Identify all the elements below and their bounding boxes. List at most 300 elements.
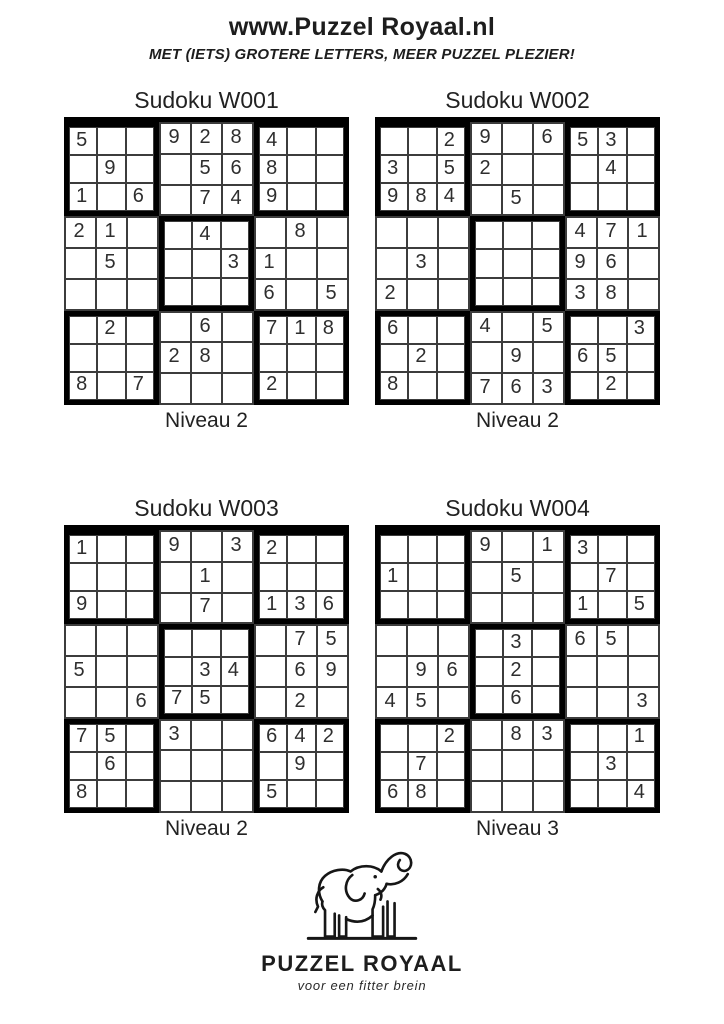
sudoku-cell	[597, 687, 628, 718]
puzzle-title: Sudoku W001	[134, 87, 279, 113]
sudoku-cell	[503, 221, 531, 249]
sudoku-cell	[316, 535, 344, 563]
sudoku-cell	[627, 372, 655, 400]
sudoku-cell	[191, 781, 222, 812]
sudoku-cell	[437, 316, 465, 344]
sudoku-cell: 2	[259, 535, 287, 563]
sudoku-cell: 2	[376, 279, 407, 310]
sudoku-cell	[570, 752, 598, 780]
sudoku-cell	[96, 656, 127, 687]
sudoku-cell: 2	[160, 342, 191, 373]
sudoku-cell: 6	[127, 687, 158, 718]
sudoku-cell: 2	[437, 127, 465, 155]
sudoku-cell: 3	[503, 629, 531, 657]
sudoku-cell: 2	[437, 724, 465, 752]
sudoku-cell	[287, 344, 315, 372]
sudoku-cell	[97, 344, 125, 372]
sudoku-cell	[191, 750, 222, 781]
sudoku-cell: 4	[437, 183, 465, 211]
sudoku-box	[375, 216, 470, 310]
sudoku-cell: 6	[126, 183, 154, 211]
sudoku-cell: 9	[566, 248, 597, 279]
sudoku-cell: 3	[160, 720, 191, 751]
sudoku-cell: 3	[407, 248, 438, 279]
sudoku-box	[64, 122, 159, 216]
sudoku-box	[565, 624, 660, 718]
sudoku-cell	[628, 656, 659, 687]
sudoku-cell: 7	[259, 316, 287, 344]
sudoku-cell	[437, 752, 465, 780]
sudoku-cell: 1	[259, 591, 287, 619]
sudoku-cell	[628, 625, 659, 656]
sudoku-cell: 5	[597, 625, 628, 656]
sudoku-cell	[126, 780, 154, 808]
sudoku-cell: 2	[65, 217, 96, 248]
sudoku-cell: 1	[628, 217, 659, 248]
sudoku-cell	[97, 372, 125, 400]
sudoku-cell	[317, 217, 348, 248]
sudoku-box	[470, 530, 565, 624]
sudoku-cell	[532, 278, 560, 306]
sudoku-cell: 1	[191, 562, 222, 593]
sudoku-cell	[471, 720, 502, 751]
sudoku-cell	[570, 724, 598, 752]
puzzle-title: Sudoku W003	[134, 495, 279, 521]
sudoku-cell: 5	[502, 562, 533, 593]
level-label: Niveau 2	[165, 817, 248, 840]
sudoku-cell: 3	[533, 373, 564, 404]
sudoku-cell	[221, 221, 249, 249]
sudoku-cell	[316, 752, 344, 780]
sudoku-cell	[408, 724, 436, 752]
sudoku-cell	[438, 625, 469, 656]
sudoku-cell	[222, 342, 253, 373]
sudoku-cell	[160, 373, 191, 404]
sudoku-cell	[502, 154, 533, 185]
sudoku-cell: 4	[471, 312, 502, 343]
sudoku-cell	[471, 185, 502, 216]
sudoku-cell	[532, 657, 560, 685]
sudoku-cell	[69, 752, 97, 780]
sudoku-box	[470, 624, 565, 718]
sudoku-cell	[380, 724, 408, 752]
sudoku-cell	[286, 279, 317, 310]
sudoku-cell: 2	[471, 154, 502, 185]
sudoku-cell: 1	[255, 248, 286, 279]
sudoku-cell	[222, 750, 253, 781]
sudoku-cell	[97, 535, 125, 563]
sudoku-cell	[160, 562, 191, 593]
sudoku-cell	[380, 344, 408, 372]
sudoku-cell: 4	[192, 221, 220, 249]
sudoku-cell	[126, 752, 154, 780]
sudoku-cell: 4	[598, 155, 626, 183]
sudoku-cell	[65, 248, 96, 279]
sudoku-cell	[627, 752, 655, 780]
sudoku-cell	[532, 249, 560, 277]
sudoku-cell	[407, 279, 438, 310]
sudoku-cell	[475, 629, 503, 657]
sudoku-cell	[69, 563, 97, 591]
sudoku-cell	[376, 625, 407, 656]
sudoku-cell	[628, 248, 659, 279]
sudoku-cell: 1	[380, 563, 408, 591]
puzzle-w002	[375, 87, 660, 433]
sudoku-cell	[65, 687, 96, 718]
sudoku-cell	[192, 249, 220, 277]
sudoku-cell	[259, 752, 287, 780]
sudoku-cell: 5	[407, 687, 438, 718]
sudoku-cell: 1	[96, 217, 127, 248]
sudoku-cell	[533, 593, 564, 624]
sudoku-cell: 1	[627, 724, 655, 752]
sudoku-cell: 3	[598, 752, 626, 780]
sudoku-cell	[532, 221, 560, 249]
sudoku-cell	[160, 154, 191, 185]
puzzle-title: Sudoku W002	[445, 87, 590, 113]
sudoku-cell: 5	[317, 625, 348, 656]
sudoku-cell	[160, 781, 191, 812]
sudoku-cell	[570, 563, 598, 591]
sudoku-cell: 3	[222, 531, 253, 562]
sudoku-cell: 5	[65, 656, 96, 687]
sudoku-cell	[255, 217, 286, 248]
sudoku-cell	[164, 657, 192, 685]
sudoku-cell	[533, 185, 564, 216]
sudoku-cell	[127, 217, 158, 248]
sudoku-cell	[222, 373, 253, 404]
sudoku-cell	[160, 593, 191, 624]
sudoku-cell	[380, 535, 408, 563]
sudoku-cell	[287, 127, 315, 155]
sudoku-cell	[566, 687, 597, 718]
sudoku-cell	[502, 312, 533, 343]
sudoku-cell	[502, 123, 533, 154]
sudoku-cell	[570, 780, 598, 808]
sudoku-cell	[286, 248, 317, 279]
sudoku-cell	[126, 316, 154, 344]
sudoku-cell: 1	[69, 535, 97, 563]
sudoku-cell: 6	[570, 344, 598, 372]
sudoku-cell	[628, 279, 659, 310]
sudoku-cell	[316, 344, 344, 372]
sudoku-cell	[69, 344, 97, 372]
sudoku-cell	[96, 687, 127, 718]
sudoku-cell	[407, 625, 438, 656]
elephant-icon	[296, 845, 428, 949]
sudoku-cell	[317, 248, 348, 279]
sudoku-cell	[126, 344, 154, 372]
sudoku-cell	[437, 535, 465, 563]
sudoku-box	[254, 530, 349, 624]
sudoku-cell	[160, 312, 191, 343]
sudoku-cell	[222, 312, 253, 343]
sudoku-cell: 8	[597, 279, 628, 310]
sudoku-cell	[96, 279, 127, 310]
sudoku-cell: 3	[287, 591, 315, 619]
logo-tagline: voor een fitter brein	[297, 978, 427, 993]
level-label: Niveau 2	[165, 409, 248, 432]
sudoku-cell: 7	[191, 593, 222, 624]
sudoku-box	[375, 624, 470, 718]
sudoku-cell: 9	[259, 183, 287, 211]
sudoku-cell	[627, 344, 655, 372]
sudoku-cell	[126, 535, 154, 563]
sudoku-cell: 3	[221, 249, 249, 277]
sudoku-cell	[533, 342, 564, 373]
sudoku-cell	[126, 563, 154, 591]
sudoku-box	[159, 216, 254, 310]
sudoku-cell	[287, 372, 315, 400]
sudoku-cell: 1	[533, 531, 564, 562]
sudoku-cell	[438, 217, 469, 248]
sudoku-box	[470, 719, 565, 813]
sudoku-cell	[316, 127, 344, 155]
sudoku-cell: 9	[317, 656, 348, 687]
sudoku-cell	[570, 155, 598, 183]
sudoku-cell: 7	[598, 563, 626, 591]
sudoku-cell	[96, 625, 127, 656]
sudoku-cell	[408, 563, 436, 591]
sudoku-cell	[471, 342, 502, 373]
sudoku-cell: 5	[69, 127, 97, 155]
sudoku-cell	[69, 155, 97, 183]
sudoku-cell	[259, 563, 287, 591]
sudoku-cell	[259, 344, 287, 372]
sudoku-box	[565, 311, 660, 405]
sudoku-cell	[598, 535, 626, 563]
puzzle-w003	[64, 495, 349, 841]
sudoku-cell	[502, 593, 533, 624]
sudoku-cell	[408, 372, 436, 400]
sudoku-cell: 2	[316, 724, 344, 752]
sudoku-cell: 5	[97, 724, 125, 752]
sudoku-cell: 2	[97, 316, 125, 344]
sudoku-cell: 3	[533, 720, 564, 751]
sudoku-cell	[376, 656, 407, 687]
sudoku-cell	[475, 278, 503, 306]
sudoku-cell	[65, 279, 96, 310]
sudoku-cell	[438, 248, 469, 279]
sudoku-cell: 5	[191, 154, 222, 185]
sudoku-cell	[471, 593, 502, 624]
sudoku-cell	[127, 279, 158, 310]
sudoku-cell: 7	[126, 372, 154, 400]
sudoku-cell	[437, 344, 465, 372]
sudoku-box	[565, 216, 660, 310]
sudoku-cell	[437, 372, 465, 400]
sudoku-cell	[192, 629, 220, 657]
sudoku-box	[375, 719, 470, 813]
sudoku-cell	[503, 249, 531, 277]
sudoku-cell	[287, 780, 315, 808]
sudoku-cell	[437, 591, 465, 619]
sudoku-cell: 5	[533, 312, 564, 343]
sudoku-cell: 3	[598, 127, 626, 155]
sudoku-cell	[316, 183, 344, 211]
sudoku-cell	[376, 217, 407, 248]
sudoku-cell	[255, 656, 286, 687]
puzzle-w004	[375, 495, 660, 841]
sudoku-cell: 8	[408, 780, 436, 808]
sudoku-cell: 2	[408, 344, 436, 372]
sudoku-cell	[438, 687, 469, 718]
sudoku-cell: 1	[287, 316, 315, 344]
sudoku-cell	[407, 217, 438, 248]
site-title: www.Puzzel Royaal.nl	[228, 13, 496, 41]
sudoku-box	[64, 719, 159, 813]
sudoku-cell: 3	[627, 316, 655, 344]
sudoku-cell: 7	[408, 752, 436, 780]
sudoku-box	[64, 530, 159, 624]
sudoku-cell: 7	[286, 625, 317, 656]
sudoku-cell	[127, 248, 158, 279]
sudoku-cell: 9	[471, 123, 502, 154]
sudoku-cell: 7	[471, 373, 502, 404]
sudoku-box	[159, 122, 254, 216]
sudoku-cell: 9	[471, 531, 502, 562]
sudoku-cell: 6	[597, 248, 628, 279]
sudoku-cell: 5	[96, 248, 127, 279]
sudoku-cell: 3	[628, 687, 659, 718]
brand-logo	[0, 845, 724, 993]
sudoku-box	[159, 530, 254, 624]
sudoku-cell	[598, 316, 626, 344]
sudoku-cell	[317, 687, 348, 718]
sudoku-cell: 6	[380, 316, 408, 344]
sudoku-cell	[221, 278, 249, 306]
sudoku-cell: 4	[287, 724, 315, 752]
sudoku-cell: 7	[191, 185, 222, 216]
sudoku-cell	[316, 780, 344, 808]
sudoku-cell	[408, 155, 436, 183]
sudoku-cell: 6	[503, 686, 531, 714]
sudoku-cell: 6	[286, 656, 317, 687]
sudoku-cell: 9	[97, 155, 125, 183]
sudoku-cell	[533, 781, 564, 812]
sudoku-cell: 8	[69, 372, 97, 400]
sudoku-cell	[97, 127, 125, 155]
sudoku-cell	[126, 724, 154, 752]
sudoku-cell	[222, 593, 253, 624]
sudoku-cell: 5	[317, 279, 348, 310]
sudoku-cell: 5	[437, 155, 465, 183]
sudoku-cell	[627, 563, 655, 591]
sudoku-cell	[627, 127, 655, 155]
sudoku-cell	[192, 278, 220, 306]
level-label: Niveau 2	[476, 409, 559, 432]
sudoku-cell	[380, 591, 408, 619]
sudoku-cell: 7	[597, 217, 628, 248]
sudoku-cell: 4	[627, 780, 655, 808]
sudoku-cell: 5	[192, 686, 220, 714]
sudoku-cell: 8	[69, 780, 97, 808]
sudoku-cell	[503, 278, 531, 306]
sudoku-cell	[475, 249, 503, 277]
sudoku-cell	[533, 562, 564, 593]
sudoku-cell: 6	[191, 312, 222, 343]
sudoku-box	[254, 719, 349, 813]
sudoku-cell	[316, 372, 344, 400]
sudoku-cell: 6	[502, 373, 533, 404]
sudoku-box	[565, 122, 660, 216]
sudoku-cell	[127, 656, 158, 687]
sudoku-cell: 6	[222, 154, 253, 185]
sudoku-cell	[627, 183, 655, 211]
sudoku-cell	[164, 278, 192, 306]
sudoku-cell	[502, 531, 533, 562]
sudoku-cell: 6	[259, 724, 287, 752]
sudoku-cell	[598, 591, 626, 619]
sudoku-cell: 5	[598, 344, 626, 372]
sudoku-box	[375, 122, 470, 216]
sudoku-cell	[65, 625, 96, 656]
sudoku-cell: 4	[376, 687, 407, 718]
sudoku-cell: 9	[380, 183, 408, 211]
sudoku-cell	[475, 686, 503, 714]
sudoku-cell	[316, 155, 344, 183]
sudoku-cell	[380, 752, 408, 780]
sudoku-grid	[64, 117, 349, 405]
sudoku-cell	[316, 563, 344, 591]
sudoku-cell	[221, 686, 249, 714]
sudoku-cell	[255, 687, 286, 718]
sudoku-cell	[97, 563, 125, 591]
sudoku-cell	[408, 591, 436, 619]
sudoku-cell: 5	[259, 780, 287, 808]
sudoku-cell: 8	[222, 123, 253, 154]
sudoku-cell: 2	[286, 687, 317, 718]
sudoku-cell: 8	[191, 342, 222, 373]
sudoku-cell	[376, 248, 407, 279]
sudoku-cell: 4	[259, 127, 287, 155]
sudoku-cell	[126, 155, 154, 183]
sudoku-cell: 3	[192, 657, 220, 685]
sudoku-cell: 3	[566, 279, 597, 310]
sudoku-cell: 6	[380, 780, 408, 808]
sudoku-box	[159, 719, 254, 813]
sudoku-cell: 6	[316, 591, 344, 619]
sudoku-box	[159, 624, 254, 718]
sudoku-cell	[97, 780, 125, 808]
sudoku-box	[254, 122, 349, 216]
sudoku-cell	[222, 781, 253, 812]
sudoku-box	[254, 624, 349, 718]
puzzle-title: Sudoku W004	[445, 495, 590, 521]
sudoku-cell	[437, 780, 465, 808]
puzzle-w001	[64, 87, 349, 433]
sudoku-box	[64, 624, 159, 718]
sudoku-cell: 9	[407, 656, 438, 687]
sudoku-cell: 2	[598, 372, 626, 400]
sudoku-cell: 1	[69, 183, 97, 211]
sudoku-cell: 8	[408, 183, 436, 211]
header-tagline: MET (IETS) GROTERE LETTERS, MEER PUZZEL PLEZIER!	[148, 46, 575, 63]
sudoku-cell: 9	[287, 752, 315, 780]
sudoku-box	[159, 311, 254, 405]
sudoku-box	[375, 311, 470, 405]
sudoku-cell	[598, 724, 626, 752]
sudoku-cell	[408, 127, 436, 155]
sudoku-cell: 5	[502, 185, 533, 216]
sudoku-cell	[97, 591, 125, 619]
sudoku-cell	[287, 535, 315, 563]
sudoku-cell: 6	[566, 625, 597, 656]
sudoku-cell	[380, 127, 408, 155]
sudoku-cell: 4	[566, 217, 597, 248]
sudoku-box	[565, 719, 660, 813]
sudoku-box	[470, 311, 565, 405]
